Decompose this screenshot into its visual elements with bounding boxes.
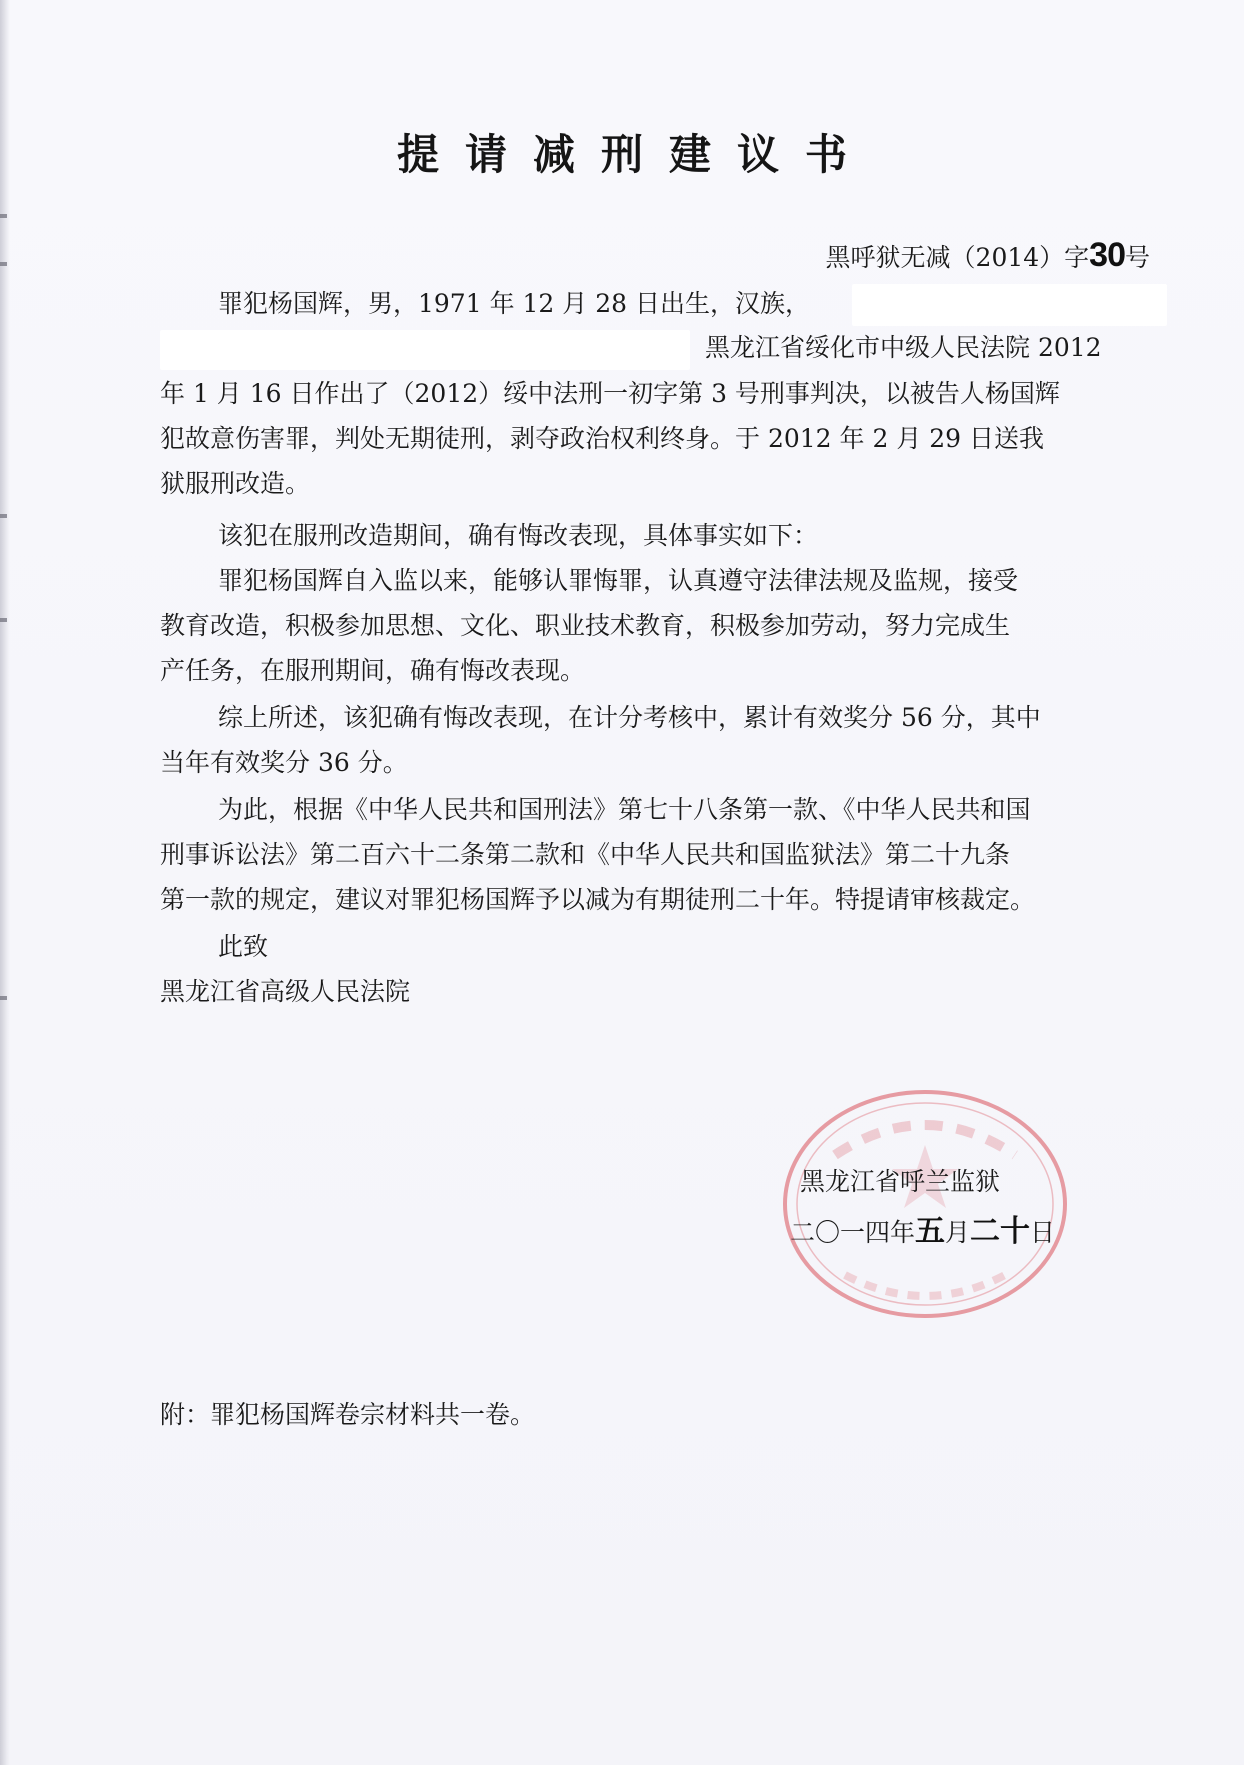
signature-date [790,1206,1055,1250]
recipient: 黑龙江省高级人民法院 [160,977,411,1006]
seal-bottom-mark [845,1275,1005,1296]
paragraph-5-line-2: 刑事诉讼法》第二百六十二条第二款和《中华人民共和国监狱法》第二十九条 [160,840,1011,869]
paragraph-3-line-2: 教育改造，积极参加思想、文化、职业技术教育，积极参加劳动，努力完成生 [160,611,1011,640]
document-title: 提请减刑建议书 [396,130,873,179]
document-number-handwritten: 30 [1089,236,1125,274]
official-seal-stamp [775,1085,1075,1323]
scan-edge-mark [0,996,7,1000]
paragraph-2-line-1: 该犯在服刑改造期间，确有悔改表现，具体事实如下： [218,521,819,550]
scan-edge-mark [0,618,7,622]
paragraph-5-line-3: 第一款的规定，建议对罪犯杨国辉予以减为有期徒刑二十年。特提请审核裁定。 [160,885,1036,914]
paragraph-1-line-5: 狱服刑改造。 [160,469,311,498]
attachment-note: 附：罪犯杨国辉卷宗材料共一卷。 [160,1400,536,1429]
redaction-box [852,284,1167,326]
scan-edge-mark [0,262,7,266]
signature-date-day-suffix: 日 [1030,1218,1056,1247]
scan-edge-mark [0,514,7,518]
paragraph-5-line-1: 为此，根据《中华人民共和国刑法》第七十八条第一款、《中华人民共和国 [218,795,1031,824]
paragraph-3-line-3: 产任务，在服刑期间，确有悔改表现。 [160,656,586,685]
signature-date-year: 二〇一四年 [790,1218,916,1247]
paragraph-4-line-2: 当年有效奖分 36 分。 [160,748,408,777]
document-number [700,236,1150,275]
signature-date-month-suffix: 月 [945,1218,971,1247]
paragraph-1-line-3: 年 1 月 16 日作出了（2012）绥中法刑一初字第 3 号刑事判决，以被告人杨国辉 [160,379,1060,408]
scan-edge-mark [0,214,7,218]
redaction-box [160,330,690,370]
paragraph-1-line-2: 黑龙江省绥化市中级人民法院 2012 [705,333,1102,362]
closing-salutation: 此致 [218,932,269,961]
signature-date-day-handwritten: 二十 [970,1215,1031,1248]
document-number-suffix: 号 [1124,243,1150,272]
paragraph-1-line-1: 罪犯杨国辉，男，1971 年 12 月 28 日出生，汉族， [218,289,810,318]
issuing-authority: 黑龙江省呼兰监狱 [800,1167,1001,1196]
paragraph-3-line-1: 罪犯杨国辉自入监以来，能够认罪悔罪，认真遵守法律法规及监规，接受 [218,566,1019,595]
seal-inner-ring [797,1103,1056,1305]
signature-date-month-handwritten: 五 [915,1215,946,1248]
document-number-prefix: 黑呼狱无减（2014）字 [825,243,1090,272]
paragraph-1-line-4: 犯故意伤害罪，判处无期徒刑，剥夺政治权利终身。于 2012 年 2 月 29 日送我 [160,424,1045,453]
paragraph-4-line-1: 综上所述，该犯确有悔改表现，在计分考核中，累计有效奖分 56 分，其中 [218,703,1041,732]
